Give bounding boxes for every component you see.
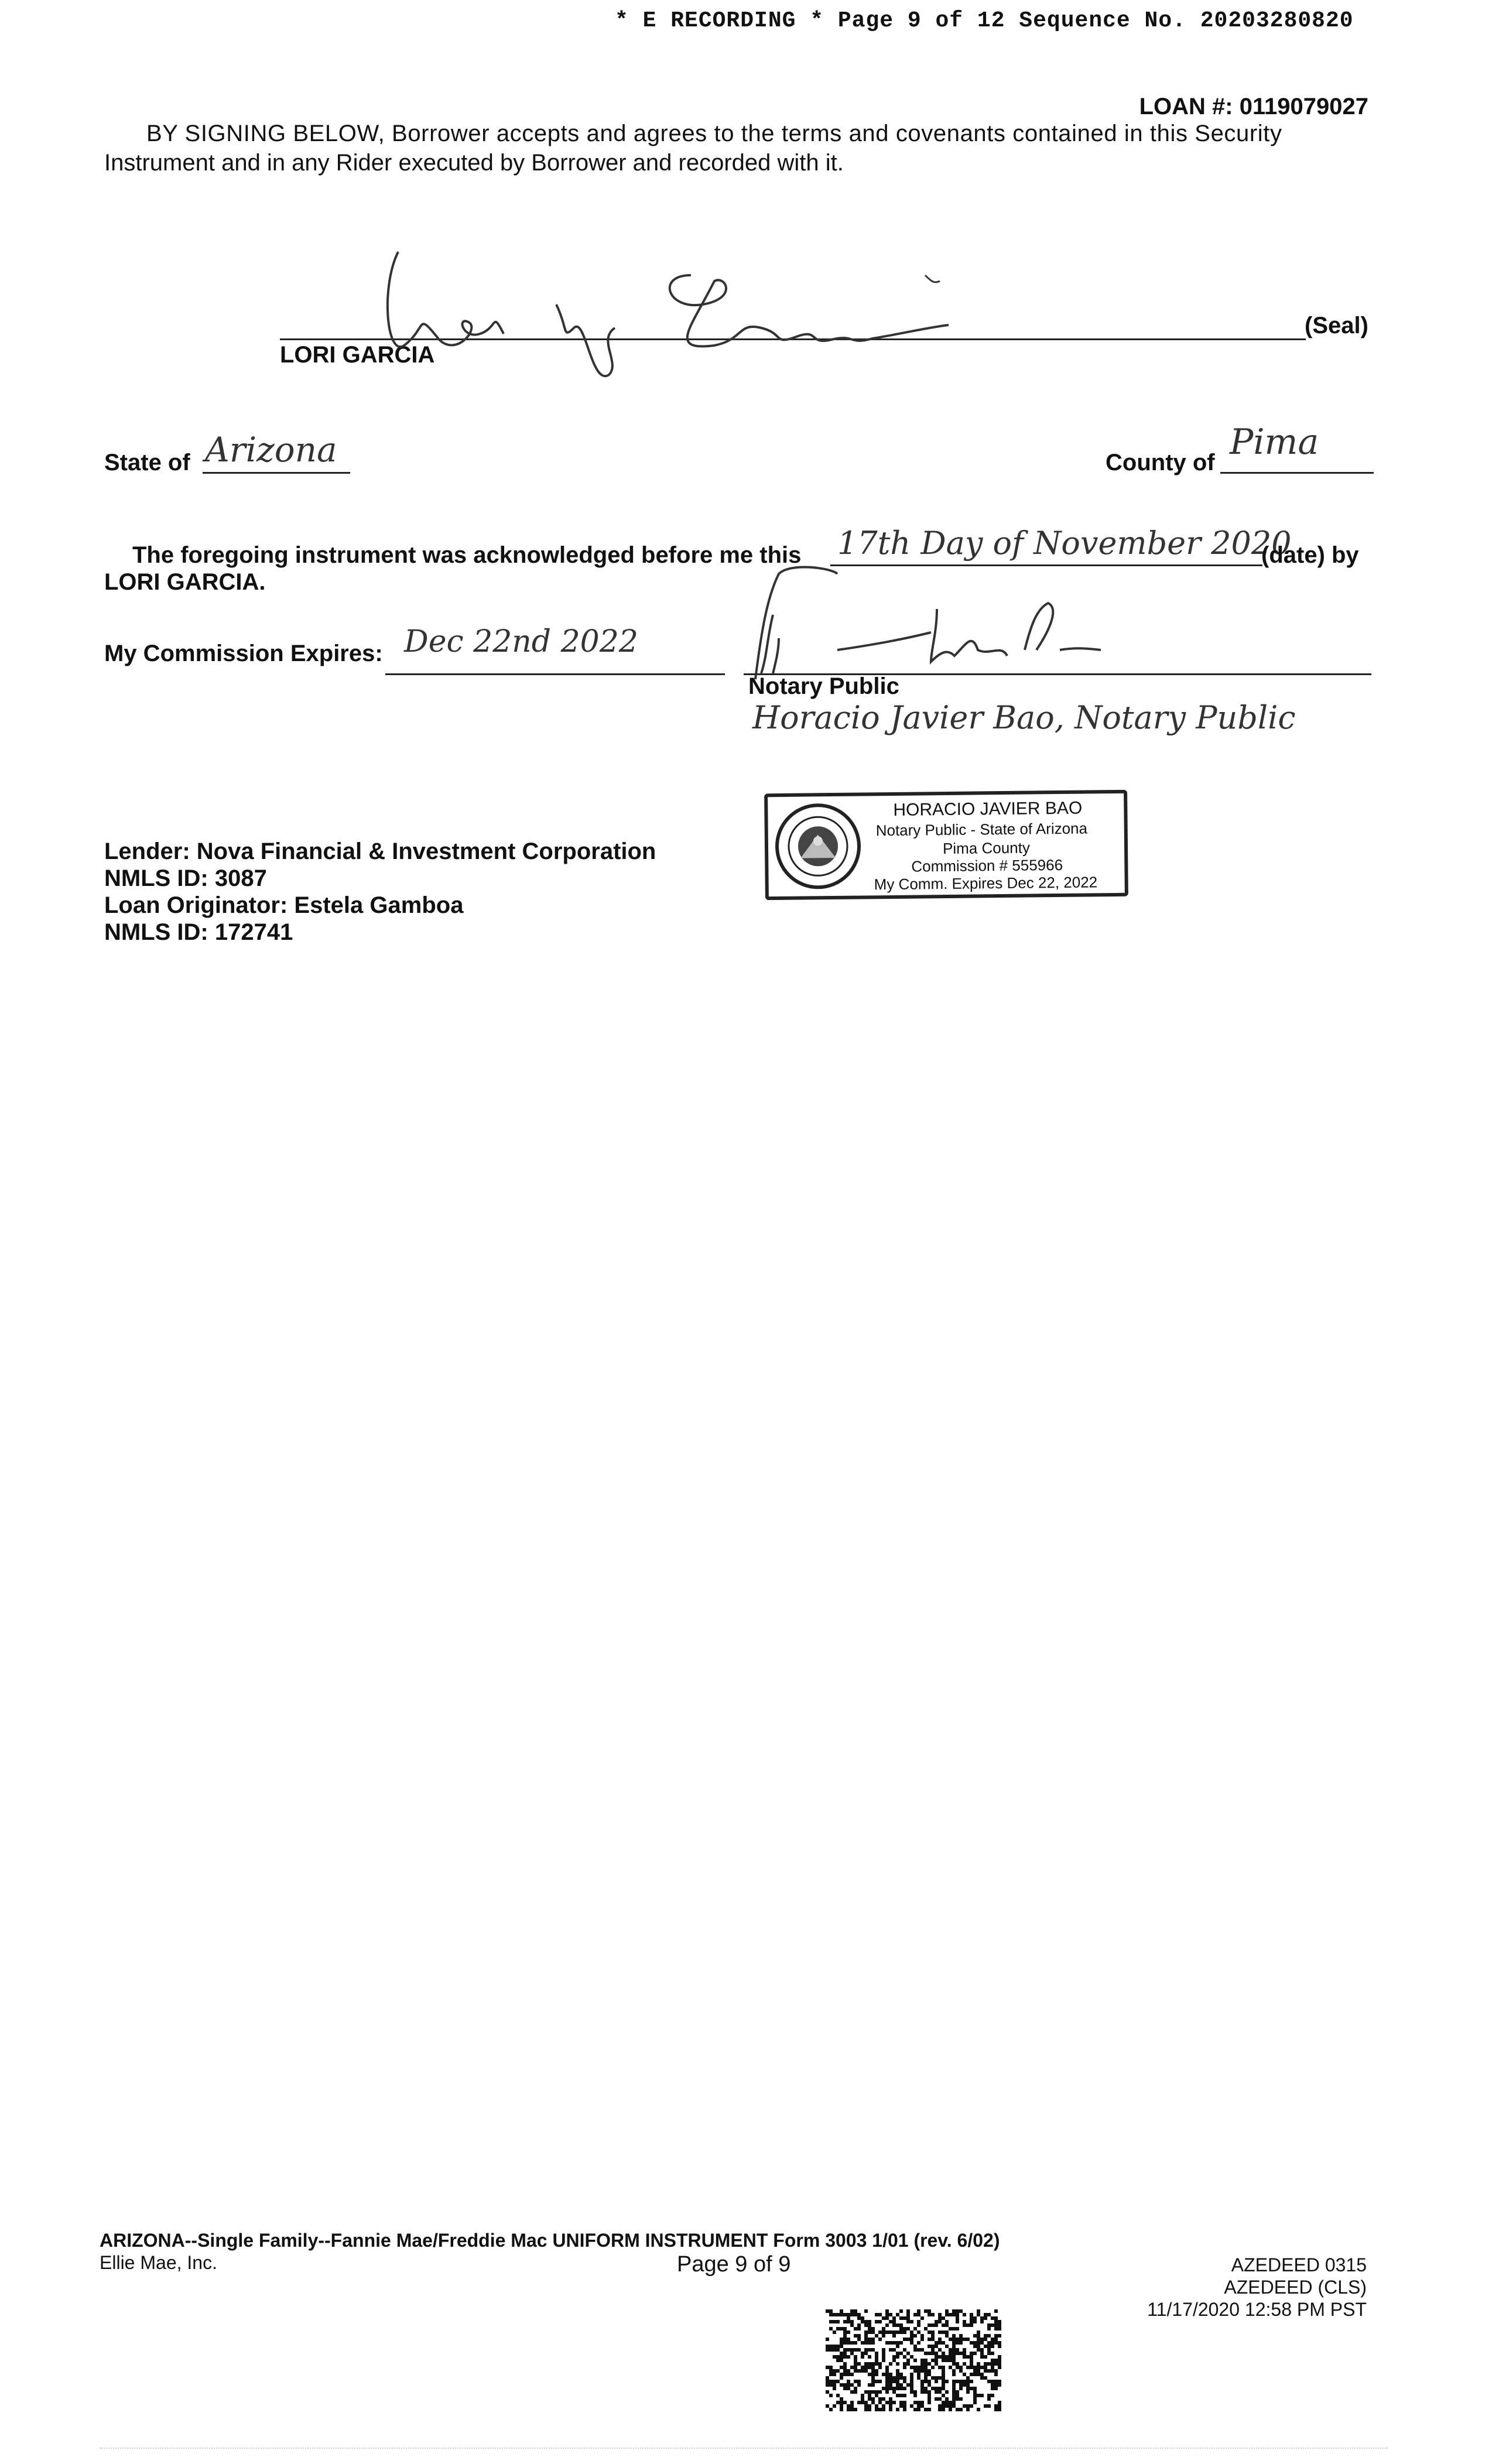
arizona-seal-icon [774,802,863,891]
county-value: Pima [1230,422,1319,463]
footer-vendor: Ellie Mae, Inc. [100,2252,217,2273]
scan-edge-artifact [100,2448,1388,2451]
acknowledgment-date-suffix: (date) by [1261,542,1359,568]
stamp-line-1: HORACIO JAVIER BAO [893,798,1083,820]
recording-header: * E RECORDING * Page 9 of 12 Sequence No. 20203280820 [615,8,1354,33]
lender-name: Lender: Nova Financial & Investment Corporation [104,839,656,864]
borrower-signature [363,240,978,392]
footer-code-2: AZEDEED (CLS) [1224,2277,1367,2298]
stamp-line-2: Notary Public - State of Arizona [875,819,1088,840]
intro-line-2: Instrument and in any Rider executed by Borrower and recorded with it. [104,150,844,176]
notary-printed-name: Horacio Javier Bao, Notary Public [752,699,1296,736]
notary-signature [744,562,1107,679]
notary-stamp [764,790,1128,900]
footer-page-number: Page 9 of 9 [677,2252,791,2277]
county-line [1220,472,1374,474]
stamp-line-5: My Comm. Expires Dec 22, 2022 [874,873,1098,894]
originator-nmls: NMLS ID: 172741 [104,919,293,945]
acknowledgment-text: The foregoing instrument was acknowledged before me this [132,542,802,568]
intro-line-1: BY SIGNING BELOW, Borrower accepts and agrees to the terms and covenants contained in this Security [146,121,1282,146]
state-line [203,472,350,474]
commission-line [385,673,725,675]
state-label: State of [104,450,190,475]
acknowledgment-date: 17th Day of November 2020 [837,525,1292,562]
footer-timestamp: 11/17/2020 12:58 PM PST [1147,2299,1367,2320]
stamp-line-4: Commission # 555966 [911,855,1063,875]
commission-value: Dec 22nd 2022 [404,624,638,659]
barcode-icon [826,2309,1001,2410]
acknowledgment-name: LORI GARCIA. [104,569,266,595]
county-label: County of [1106,450,1215,475]
seal-label: (Seal) [1305,313,1368,338]
lender-nmls: NMLS ID: 3087 [104,865,267,891]
borrower-name: LORI GARCIA [280,342,435,368]
notary-public-label: Notary Public [748,673,899,699]
loan-originator: Loan Originator: Estela Gamboa [104,892,464,918]
state-value: Arizona [205,430,337,470]
stamp-line-3: Pima County [942,839,1031,858]
commission-label: My Commission Expires: [104,641,383,666]
footer-code-1: AZEDEED 0315 [1231,2254,1367,2275]
footer-form-title: ARIZONA--Single Family--Fannie Mae/Freddie Mac UNIFORM INSTRUMENT Form 3003 1/01 (rev. 6/02) [100,2230,1000,2251]
loan-number: LOAN #: 0119079027 [1139,94,1368,119]
